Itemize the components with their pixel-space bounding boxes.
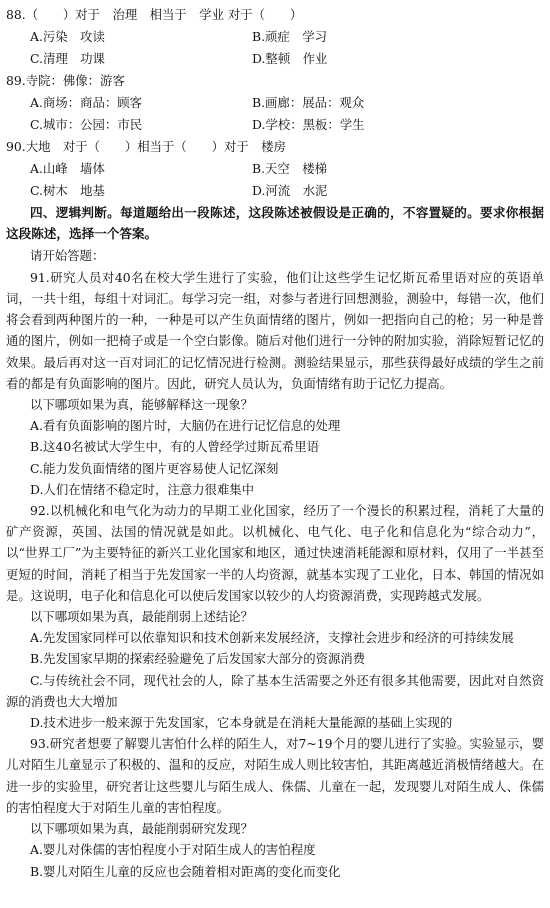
q88-option-c: C.清理 功课 bbox=[30, 51, 105, 66]
q90-option-b: B.天空 楼梯 bbox=[252, 161, 327, 176]
q93-passage: 93.研究者想要了解婴儿害怕什么样的陌生人，对7~19个月的婴儿进行了实验。实验显示，婴儿对陌生儿童显示了积极的、温和的反应，对陌生成人则比较害怕，其距离越近消极情绪越大。在进一步的实验里，研究者让这些婴儿与陌生成人、侏儒、儿童在一起，发现婴儿对陌生成人、侏儒的害怕程度大于对陌生儿童的害怕程度。 bbox=[6, 736, 544, 815]
q92-question: 以下哪项如果为真，最能削弱上述结论？ bbox=[30, 609, 254, 625]
q90-option-a: A.山峰 墙体 bbox=[30, 161, 105, 176]
q91-option-b: B.这40名被试大学生中，有的人曾经学过斯瓦希里语 bbox=[30, 439, 320, 455]
q90-stem: 90.大地 对于（ ）相当于（ ）对于 楼房 bbox=[6, 139, 286, 154]
q89-options-row1 bbox=[6, 92, 544, 114]
q88-option-b: B.顽症 学习 bbox=[252, 29, 327, 44]
q91-option-c: C.能力发负面情绪的图片更容易使人记忆深刻 bbox=[30, 460, 279, 476]
q89-option-a: A.商场：商品：顾客 bbox=[30, 95, 143, 110]
start-answering-label: 请开始答题： bbox=[30, 247, 105, 263]
q92-option-c: C.与传统社会不同，现代社会的人，除了基本生活需要之外还有很多其他需要，因此对自然资源的消费也大大增加 bbox=[6, 672, 544, 709]
q91-passage: 91.研究人员对40名在校大学生进行了实验，他们让这些学生记忆斯瓦希里语对应的英语单词，一共十组，每组十对词汇。每学习完一组，对参与者进行回想测验，测验中，每错一次，他们将会看到两种图片的一种，一种是可以产生负面情绪的图片，例如一把指向自己的枪；另一种是普通的图片，例如一把椅子或是一个空白影像。随后对他们进行一分钟的附加实验，消除短暂记忆的效果。最后再对这一百对词汇的记忆情况进行检测。测验结果显示，那些获得最好成绩的学生之前看的都是有负面影响的图片。因此，研究人员认为，负面情绪有助于记忆力提高。 bbox=[6, 269, 544, 391]
q90-options-row1 bbox=[6, 158, 544, 180]
q90-options-row2 bbox=[6, 180, 544, 202]
q88-options-row1 bbox=[6, 26, 544, 48]
q89-options-row2 bbox=[6, 114, 544, 136]
q92-option-d: D.技术进步一般来源于先发国家，它本身就是在消耗大量能源的基础上实现的 bbox=[30, 715, 453, 731]
q90-option-d: D.河流 水泥 bbox=[252, 183, 328, 198]
q90-option-c: C.树木 地基 bbox=[30, 183, 105, 198]
q92-passage: 92.以机械化和电气化为动力的早期工业化国家，经历了一个漫长的积累过程，消耗了大量的矿产资源，英国、法国的情况就是如此。以机械化、电气化、电子化和信息化为“综合动力”，以“世界工厂”为主要特征的新兴工业化国家和地区，通过快速消耗能源和原材料，仅用了一半甚至更短的时间，消耗了相当于先发国家一半的人均资源，就基本实现了工业化，日本、韩国的情况如是。这说明，电子化和信息化可以使后发国家以较少的人均资源消费，实现跨越式发展。 bbox=[6, 503, 544, 603]
q91-option-d: D.人们在情绪不稳定时，注意力很难集中 bbox=[30, 481, 255, 497]
q89-option-b: B.画廊：展品：观众 bbox=[252, 95, 365, 110]
q88-option-d: D.整顿 作业 bbox=[252, 51, 328, 66]
q91-option-a: A.看有负面影响的图片时，大脑仍在进行记忆信息的处理 bbox=[30, 418, 341, 434]
q93-question: 以下哪项如果为真，最能削弱研究发现？ bbox=[30, 821, 254, 837]
q92-option-a: A.先发国家同样可以依靠知识和技术创新来发展经济，支撑社会进步和经济的可持续发展 bbox=[30, 630, 514, 646]
q88-stem: 88.（ ）对于 治理 相当于 学业 对于（ ） bbox=[6, 7, 303, 22]
q88-option-a: A.污染 攻读 bbox=[30, 29, 105, 44]
q91-question: 以下哪项如果为真，能够解释这一现象？ bbox=[30, 397, 254, 413]
q89-option-d: D.学校：黑板：学生 bbox=[252, 117, 365, 132]
q93-option-b: B.婴儿对陌生儿童的反应也会随着相对距离的变化而变化 bbox=[30, 863, 341, 879]
q92-option-b: B.先发国家早期的探索经验避免了后发国家大部分的资源消费 bbox=[30, 651, 366, 667]
q93-option-a: A.婴儿对侏儒的害怕程度小于对陌生成人的害怕程度 bbox=[30, 842, 316, 858]
q89-option-c: C.城市：公园：市民 bbox=[30, 117, 143, 132]
section-heading: 四、逻辑判断。每道题给出一段陈述，这段陈述被假设是正确的，不容置疑的。要求你根据这段陈述，选择一个答案。 bbox=[6, 205, 544, 242]
q89-stem: 89.寺院：佛像：游客 bbox=[6, 73, 125, 88]
q88-options-row2 bbox=[6, 48, 544, 70]
